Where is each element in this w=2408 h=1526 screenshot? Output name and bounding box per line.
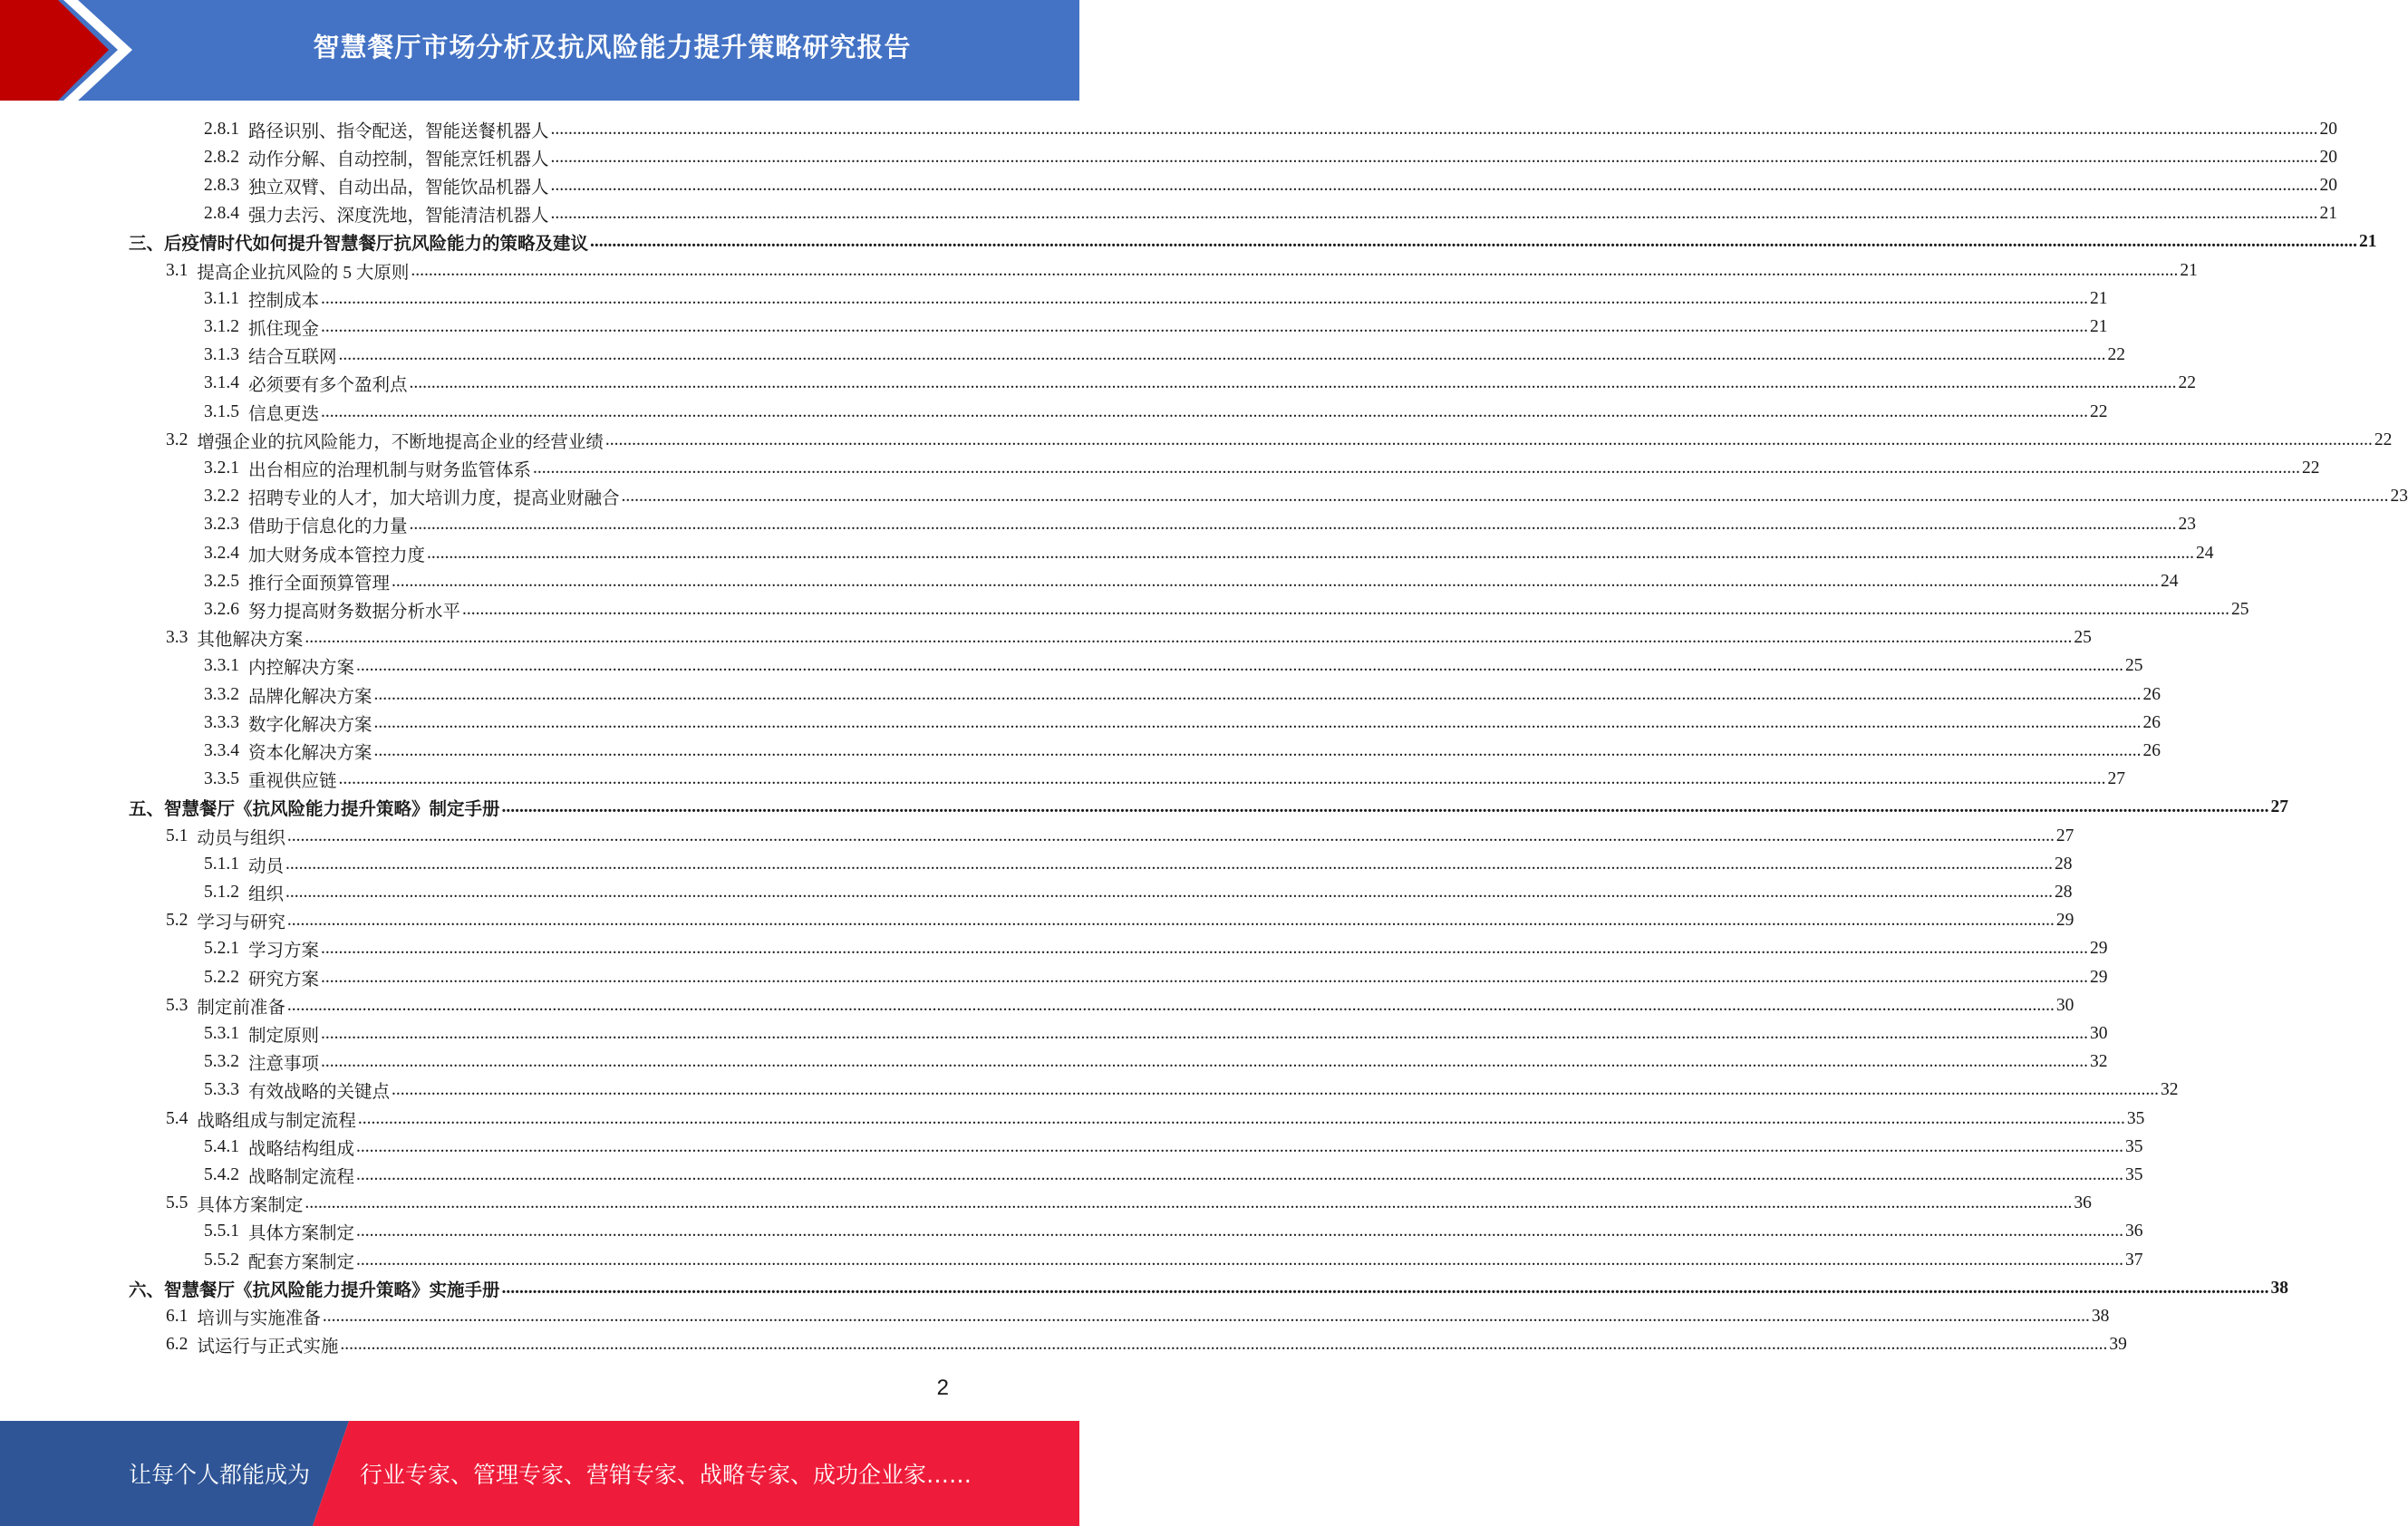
toc-dot-leader: ................................................................................................................................................................................................................................................................................................................................................................................................................ (409, 373, 2177, 393)
toc-entry-title: 其他解决方案 (197, 631, 304, 651)
toc-dot-leader: ................................................................................................................................................................................................................................................................................................................................................................................................................ (321, 288, 2089, 308)
toc-dot-leader: ................................................................................................................................................................................................................................................................................................................................................................................................................ (501, 797, 2269, 817)
toc-entry-title: 战略结构组成 (248, 1139, 355, 1159)
toc-entry-number: 3.1.4 (204, 373, 239, 393)
toc-entry-number: 6.2 (166, 1335, 189, 1355)
toc-entry-title: 试运行与正式实施 (197, 1338, 339, 1357)
toc-entry-title: 独立双臂、自动出品，智能饮品机器人 (248, 178, 549, 198)
toc-dot-leader: ................................................................................................................................................................................................................................................................................................................................................................................................................ (427, 543, 2195, 563)
toc-entry-title: 具体方案制定 (197, 1196, 304, 1216)
toc-entry[interactable] (204, 171, 2338, 199)
toc-entry-page: 26 (2142, 740, 2161, 760)
toc-entry[interactable] (204, 1161, 2143, 1189)
toc-entry-title: 品牌化解决方案 (248, 687, 372, 707)
toc-entry[interactable] (204, 398, 2108, 426)
toc-entry-number: 3.3 (166, 628, 189, 648)
toc-entry-page: 23 (2390, 487, 2408, 507)
toc-entry-title: 具体方案制定 (248, 1224, 355, 1244)
toc-entry[interactable] (204, 652, 2143, 681)
toc-entry-number: 5.1.1 (204, 854, 239, 874)
toc-entry-number: 3.3.1 (204, 656, 239, 676)
toc-entry-title: 数字化解决方案 (248, 715, 372, 735)
toc-entry-page: 21 (2180, 260, 2198, 280)
toc-entry[interactable] (204, 766, 2126, 794)
toc-entry-number: 3.2 (166, 430, 189, 449)
toc-entry-page: 24 (2161, 571, 2179, 591)
toc-entry-title: 战略制定流程 (248, 1167, 355, 1187)
toc-entry[interactable] (204, 595, 2249, 623)
page-header (0, 0, 1079, 101)
toc-dot-leader: ................................................................................................................................................................................................................................................................................................................................................................................................................ (321, 1052, 2089, 1072)
toc-dot-leader: ................................................................................................................................................................................................................................................................................................................................................................................................................ (621, 487, 2389, 507)
toc-entry-page: 28 (2055, 882, 2073, 902)
toc-entry-title: 注意事项 (248, 1055, 320, 1075)
toc-entry-page: 39 (2109, 1335, 2127, 1355)
toc-entry-number: 2.8.2 (204, 147, 239, 167)
toc-dot-leader: ................................................................................................................................................................................................................................................................................................................................................................................................................ (321, 967, 2089, 987)
toc-entry-page: 20 (2319, 175, 2338, 195)
toc-entry-page: 21 (2319, 204, 2338, 224)
toc-entry[interactable] (204, 709, 2161, 737)
toc-entry-number: 3.3.4 (204, 740, 239, 760)
toc-entry-title: 强力去污、深度洗地，智能清洁机器人 (248, 207, 549, 227)
report-title: 智慧餐厅市场分析及抗风险能力提升策略研究报告 (313, 32, 912, 63)
toc-dot-leader: ................................................................................................................................................................................................................................................................................................................................................................................................................ (411, 260, 2179, 280)
toc-entry-title: 有效战略的关键点 (248, 1083, 391, 1103)
toc-entry[interactable] (204, 200, 2338, 228)
toc-dot-leader: ................................................................................................................................................................................................................................................................................................................................................................................................................ (392, 571, 2160, 591)
toc-entry-page: 26 (2142, 684, 2161, 704)
toc-entry-title: 推行全面预算管理 (248, 574, 391, 594)
toc-entry-page: 36 (2074, 1193, 2092, 1213)
toc-entry-number: 5.1 (166, 826, 189, 845)
toc-entry[interactable] (166, 907, 2074, 935)
toc-dot-leader: ................................................................................................................................................................................................................................................................................................................................................................................................................ (462, 599, 2230, 619)
toc-dot-leader: ................................................................................................................................................................................................................................................................................................................................................................................................................ (501, 1278, 2269, 1298)
toc-dot-leader: ................................................................................................................................................................................................................................................................................................................................................................................................................ (305, 1193, 2073, 1213)
toc-dot-leader: ................................................................................................................................................................................................................................................................................................................................................................................................................ (373, 684, 2142, 704)
toc-entry[interactable] (166, 256, 2198, 285)
toc-entry-title: 资本化解决方案 (248, 743, 372, 763)
toc-entry-title: 借助于信息化的力量 (248, 517, 408, 537)
toc-entry[interactable] (204, 454, 2320, 482)
toc-entry[interactable] (204, 342, 2126, 370)
toc-entry-page: 21 (2359, 232, 2377, 252)
toc-entry-title: 控制成本 (248, 291, 320, 311)
toc-entry-number: 3.3.2 (204, 684, 239, 704)
toc-dot-leader: ................................................................................................................................................................................................................................................................................................................................................................................................................ (286, 911, 2055, 931)
toc-entry[interactable] (166, 426, 2393, 454)
toc-entry-number: 3.1.3 (204, 345, 239, 365)
toc-dot-leader: ................................................................................................................................................................................................................................................................................................................................................................................................................ (373, 740, 2142, 760)
toc-entry-page: 21 (2090, 288, 2108, 308)
toc-entry-title: 动作分解、自动控制，智能烹饪机器人 (248, 150, 549, 169)
toc-entry-title: 必须要有多个盈利点 (248, 376, 408, 396)
toc-entry-number: 5.5.1 (204, 1222, 239, 1241)
toc-dot-leader: ................................................................................................................................................................................................................................................................................................................................................................................................................ (409, 515, 2177, 535)
toc-entry[interactable] (204, 285, 2108, 313)
toc-entry-page: 28 (2055, 854, 2073, 874)
toc-entry-title: 出台相应的治理机制与财务监管体系 (248, 460, 532, 480)
toc-entry[interactable] (166, 1105, 2145, 1133)
toc-entry-number: 3.2.4 (204, 543, 239, 563)
toc-entry-page: 22 (2090, 401, 2108, 421)
toc-entry-number: 5.3.2 (204, 1052, 239, 1072)
footer-slogan-right: 行业专家、管理专家、营销专家、战略专家、成功企业家…… (360, 1462, 972, 1488)
toc-entry[interactable] (129, 228, 2377, 256)
toc-entry-page: 32 (2161, 1080, 2179, 1100)
toc-entry[interactable] (204, 850, 2073, 878)
toc-entry[interactable] (204, 1048, 2108, 1077)
toc-entry-page: 30 (2090, 1023, 2108, 1043)
toc-entry-title: 培训与实施准备 (197, 1309, 321, 1328)
toc-dot-leader: ................................................................................................................................................................................................................................................................................................................................................................................................................ (392, 1080, 2160, 1100)
toc-dot-leader: ................................................................................................................................................................................................................................................................................................................................................................................................................ (550, 147, 2318, 167)
toc-entry-title: 增强企业的抗风险能力，不断地提高企业的经营业绩 (197, 432, 604, 452)
toc-entry-number: 5.4.1 (204, 1136, 239, 1156)
toc-dot-leader: ................................................................................................................................................................................................................................................................................................................................................................................................................ (285, 882, 2054, 902)
header-arrow-decoration (0, 0, 145, 101)
toc-entry-page: 24 (2196, 543, 2214, 563)
toc-entry-number: 3.3.5 (204, 769, 239, 789)
toc-entry-page: 36 (2125, 1222, 2143, 1241)
toc-entry-number: 三、 (129, 235, 165, 255)
toc-dot-leader: ................................................................................................................................................................................................................................................................................................................................................................................................................ (321, 939, 2089, 959)
toc-entry-number: 3.1.5 (204, 401, 239, 421)
toc-dot-leader: ................................................................................................................................................................................................................................................................................................................................................................................................................ (356, 1136, 2124, 1156)
toc-entry[interactable] (129, 1274, 2289, 1302)
toc-entry-number: 六、 (129, 1280, 165, 1300)
toc-entry-page: 29 (2090, 967, 2108, 987)
toc-dot-leader: ................................................................................................................................................................................................................................................................................................................................................................................................................ (356, 656, 2124, 676)
toc-entry-number: 3.1 (166, 260, 189, 280)
toc-entry-number: 2.8.4 (204, 204, 239, 224)
toc-entry-title: 智慧餐厅《抗风险能力提升策略》制定手册 (164, 800, 500, 820)
toc-entry-title: 后疫情时代如何提升智慧餐厅抗风险能力的策略及建议 (164, 235, 589, 255)
toc-entry-number: 2.8.3 (204, 175, 239, 195)
toc-entry-page: 35 (2125, 1136, 2143, 1156)
toc-dot-leader: ................................................................................................................................................................................................................................................................................................................................................................................................................ (321, 401, 2089, 421)
footer-slogan-left: 让每个人都能成为 (129, 1462, 311, 1488)
toc-entry[interactable] (204, 681, 2161, 709)
toc-entry-number: 5.3.1 (204, 1023, 239, 1043)
toc-entry-page: 38 (2270, 1278, 2289, 1298)
toc-entry-title: 动员与组织 (197, 828, 285, 848)
toc-dot-leader: ................................................................................................................................................................................................................................................................................................................................................................................................................ (321, 316, 2089, 336)
toc-entry[interactable] (204, 511, 2197, 539)
toc-entry-page: 22 (2302, 458, 2320, 478)
toc-entry-page: 29 (2055, 911, 2074, 931)
toc-entry-title: 战略组成与制定流程 (197, 1111, 356, 1131)
toc-entry-page: 22 (2374, 430, 2393, 449)
toc-dot-leader: ................................................................................................................................................................................................................................................................................................................................................................................................................ (533, 458, 2301, 478)
toc-entry-number: 2.8.1 (204, 119, 239, 139)
toc-entry-title: 重视供应链 (248, 772, 337, 792)
toc-entry-page: 27 (2270, 797, 2289, 817)
toc-entry-number: 5.1.2 (204, 882, 239, 902)
toc-entry[interactable] (166, 1302, 2110, 1330)
toc-dot-leader: ................................................................................................................................................................................................................................................................................................................................................................................................................ (550, 204, 2318, 224)
toc-entry[interactable] (166, 1331, 2127, 1359)
toc-entry-title: 学习与研究 (197, 913, 285, 933)
toc-entry-page: 20 (2319, 119, 2338, 139)
toc-entry-page: 27 (2107, 769, 2126, 789)
toc-entry-number: 5.3.3 (204, 1080, 239, 1100)
toc-dot-leader: ................................................................................................................................................................................................................................................................................................................................................................................................................ (604, 430, 2373, 449)
toc-entry[interactable] (166, 1190, 2092, 1218)
toc-entry-number: 3.1.1 (204, 288, 239, 308)
toc-entry-page: 35 (2125, 1164, 2143, 1184)
toc-entry-title: 内控解决方案 (248, 659, 355, 679)
toc-entry-page: 38 (2091, 1306, 2110, 1326)
toc-entry[interactable] (204, 143, 2338, 171)
toc-entry[interactable] (166, 624, 2092, 652)
toc-entry-number: 5.2.2 (204, 967, 239, 987)
toc-dot-leader: ................................................................................................................................................................................................................................................................................................................................................................................................................ (356, 1250, 2124, 1270)
page-number: 2 (936, 1376, 949, 1400)
toc-entry-title: 抓住现金 (248, 319, 320, 339)
toc-entry-page: 25 (2125, 656, 2143, 676)
toc-entry-title: 路径识别、指令配送，智能送餐机器人 (248, 121, 549, 141)
toc-entry-page: 32 (2090, 1052, 2108, 1072)
toc-entry-number: 3.1.2 (204, 316, 239, 336)
toc-entry-number: 3.2.3 (204, 515, 239, 535)
toc-entry-title: 招聘专业的人才，加大培训力度，提高业财融合 (248, 489, 620, 509)
toc-dot-leader: ................................................................................................................................................................................................................................................................................................................................................................................................................ (286, 995, 2055, 1015)
toc-entry-page: 23 (2178, 515, 2197, 535)
toc-entry-page: 29 (2090, 939, 2108, 959)
toc-entry[interactable] (204, 1019, 2108, 1048)
toc-dot-leader: ................................................................................................................................................................................................................................................................................................................................................................................................................ (550, 119, 2318, 139)
toc-dot-leader: ................................................................................................................................................................................................................................................................................................................................................................................................................ (338, 345, 2106, 365)
toc-entry[interactable] (204, 1246, 2143, 1274)
toc-dot-leader: ................................................................................................................................................................................................................................................................................................................................................................................................................ (338, 769, 2106, 789)
toc-entry-number: 5.4 (166, 1108, 189, 1128)
toc-entry-number: 3.2.2 (204, 487, 239, 507)
toc-entry-title: 组织 (248, 884, 285, 904)
toc-dot-leader: ................................................................................................................................................................................................................................................................................................................................................................................................................ (356, 1222, 2124, 1241)
toc-entry[interactable] (204, 483, 2408, 511)
toc-dot-leader: ................................................................................................................................................................................................................................................................................................................................................................................................................ (321, 1023, 2089, 1043)
toc-entry[interactable] (204, 1218, 2143, 1246)
toc-entry-number: 6.1 (166, 1306, 189, 1326)
toc-entry-number: 3.2.1 (204, 458, 239, 478)
toc-entry-page: 20 (2319, 147, 2338, 167)
toc-entry-page: 22 (2178, 373, 2197, 393)
toc-entry-number: 5.5 (166, 1193, 189, 1213)
toc-dot-leader: ................................................................................................................................................................................................................................................................................................................................................................................................................ (357, 1108, 2125, 1128)
toc-entry[interactable] (166, 822, 2074, 850)
toc-entry[interactable] (204, 935, 2108, 963)
toc-dot-leader: ................................................................................................................................................................................................................................................................................................................................................................................................................ (340, 1335, 2108, 1355)
toc-dot-leader: ................................................................................................................................................................................................................................................................................................................................................................................................................ (322, 1306, 2090, 1326)
toc-entry[interactable] (204, 567, 2179, 595)
toc-entry[interactable] (204, 539, 2214, 567)
toc-entry-page: 35 (2126, 1108, 2145, 1128)
toc-entry-page: 27 (2055, 826, 2074, 845)
toc-entry-title: 加大财务成本管控力度 (248, 546, 426, 565)
toc-entry-title: 结合互联网 (248, 348, 337, 368)
toc-entry-page: 21 (2090, 316, 2108, 336)
toc-entry-number: 3.2.6 (204, 599, 239, 619)
toc-entry[interactable] (166, 991, 2074, 1019)
toc-entry-page: 22 (2107, 345, 2126, 365)
toc-entry-number: 五、 (129, 800, 165, 820)
toc-entry-page: 25 (2231, 599, 2249, 619)
toc-dot-leader: ................................................................................................................................................................................................................................................................................................................................................................................................................ (590, 232, 2358, 252)
toc-entry-title: 制定前准备 (197, 998, 285, 1018)
toc-dot-leader: ................................................................................................................................................................................................................................................................................................................................................................................................................ (286, 826, 2055, 845)
page-footer (0, 1421, 1079, 1526)
toc-entry-title: 信息更迭 (248, 404, 320, 424)
toc-entry[interactable] (204, 370, 2197, 398)
toc-entry-number: 5.4.2 (204, 1164, 239, 1184)
toc-entry-title: 智慧餐厅《抗风险能力提升策略》实施手册 (164, 1280, 500, 1300)
toc-entry-title: 动员 (248, 856, 285, 876)
toc-dot-leader: ................................................................................................................................................................................................................................................................................................................................................................................................................ (356, 1164, 2124, 1184)
toc-dot-leader: ................................................................................................................................................................................................................................................................................................................................................................................................................ (285, 854, 2054, 874)
toc-entry-page: 37 (2125, 1250, 2143, 1270)
toc-entry[interactable] (204, 1077, 2179, 1105)
toc-entry[interactable] (204, 963, 2108, 991)
toc-entry[interactable] (129, 794, 2289, 822)
toc-entry[interactable] (204, 878, 2073, 906)
toc-entry-number: 5.3 (166, 995, 189, 1015)
toc-entry-title: 配套方案制定 (248, 1252, 355, 1272)
toc-entry-title: 提高企业抗风险的 5 大原则 (197, 263, 410, 283)
toc-dot-leader: ................................................................................................................................................................................................................................................................................................................................................................................................................ (305, 628, 2073, 648)
toc-entry-number: 3.3.3 (204, 712, 239, 732)
toc-entry-number: 5.2.1 (204, 939, 239, 959)
toc-entry[interactable] (204, 1133, 2143, 1161)
toc-entry[interactable] (204, 115, 2338, 143)
toc-entry-page: 26 (2142, 712, 2161, 732)
toc-dot-leader: ................................................................................................................................................................................................................................................................................................................................................................................................................ (373, 712, 2142, 732)
toc-entry-title: 研究方案 (248, 970, 320, 990)
toc-entry-number: 3.2.5 (204, 571, 239, 591)
toc-entry-title: 学习方案 (248, 942, 320, 961)
toc-dot-leader: ................................................................................................................................................................................................................................................................................................................................................................................................................ (550, 175, 2318, 195)
toc-entry-number: 5.2 (166, 911, 189, 931)
toc-entry-title: 努力提高财务数据分析水平 (248, 602, 461, 622)
toc-entry-title: 制定原则 (248, 1026, 320, 1046)
toc-entry[interactable] (204, 313, 2108, 341)
toc-entry-page: 30 (2055, 995, 2074, 1015)
toc-entry[interactable] (204, 737, 2161, 765)
toc-entry-number: 5.5.2 (204, 1250, 239, 1270)
toc-entry-page: 25 (2074, 628, 2092, 648)
